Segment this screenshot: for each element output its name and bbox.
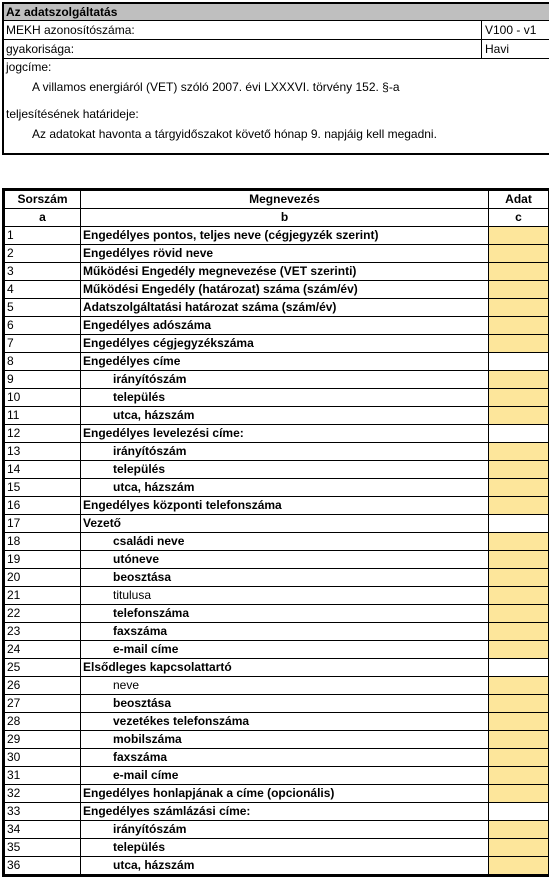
table-row — [5, 353, 549, 371]
data-input-cell[interactable] — [489, 299, 549, 317]
row-number: 20 — [5, 569, 81, 587]
table-row — [5, 731, 549, 749]
row-number: 19 — [5, 551, 81, 569]
data-input-cell[interactable] — [489, 263, 549, 281]
row-label: telefonszáma — [81, 605, 489, 623]
data-input-cell[interactable] — [489, 569, 549, 587]
letter-a: a — [5, 209, 81, 227]
data-input-cell — [489, 803, 549, 821]
table-row — [5, 641, 549, 659]
data-input-cell[interactable] — [489, 533, 549, 551]
frequency-value: Havi — [481, 40, 549, 58]
data-input-cell[interactable] — [489, 785, 549, 803]
row-label: beosztása — [81, 569, 489, 587]
data-input-cell[interactable] — [489, 497, 549, 515]
data-input-cell[interactable] — [489, 443, 549, 461]
table-row — [5, 695, 549, 713]
data-input-cell[interactable] — [489, 407, 549, 425]
table-row — [5, 245, 549, 263]
legal-text: A villamos energiáról (VET) szóló 2007. évi LXXXVI. törvény 152. §-a — [32, 80, 400, 94]
row-label: mobilszáma — [81, 731, 489, 749]
row-number: 9 — [5, 371, 81, 389]
header-megnevezes: Megnevezés — [81, 191, 489, 209]
info-box — [2, 2, 549, 155]
deadline-label: teljesítésének határideje: — [6, 107, 139, 121]
data-input-cell[interactable] — [489, 821, 549, 839]
table-row — [5, 335, 549, 353]
data-input-cell[interactable] — [489, 605, 549, 623]
table-row — [5, 749, 549, 767]
data-input-cell[interactable] — [489, 839, 549, 857]
id-label: MEKH azonosítószáma: — [6, 23, 135, 37]
letter-b: b — [81, 209, 489, 227]
row-label: utca, házszám — [81, 479, 489, 497]
legal-section — [4, 59, 549, 153]
row-number: 30 — [5, 749, 81, 767]
table-row — [5, 713, 549, 731]
row-number: 32 — [5, 785, 81, 803]
table-row — [5, 605, 549, 623]
data-input-cell[interactable] — [489, 371, 549, 389]
table-row — [5, 299, 549, 317]
data-input-cell[interactable] — [489, 335, 549, 353]
data-input-cell[interactable] — [489, 695, 549, 713]
row-number: 35 — [5, 839, 81, 857]
row-label: irányítószám — [81, 443, 489, 461]
row-number: 10 — [5, 389, 81, 407]
table-letter-row — [5, 209, 549, 227]
row-number: 18 — [5, 533, 81, 551]
table-row — [5, 461, 549, 479]
table-row — [5, 551, 549, 569]
data-input-cell[interactable] — [489, 713, 549, 731]
data-input-cell[interactable] — [489, 389, 549, 407]
table-row — [5, 281, 549, 299]
row-number: 25 — [5, 659, 81, 677]
row-number: 14 — [5, 461, 81, 479]
table-row — [5, 479, 549, 497]
row-label: faxszáma — [81, 749, 489, 767]
data-input-cell[interactable] — [489, 623, 549, 641]
row-label: Engedélyes levelezési címe: — [81, 425, 489, 443]
table-row — [5, 803, 549, 821]
table-header-row — [5, 191, 549, 209]
table-row — [5, 515, 549, 533]
id-value: V100 - v1 — [481, 21, 549, 39]
row-label: neve — [81, 677, 489, 695]
data-table — [4, 190, 549, 875]
table-row — [5, 569, 549, 587]
data-input-cell[interactable] — [489, 731, 549, 749]
row-label: Engedélyes pontos, teljes neve (cégjegyzék szerint) — [81, 227, 489, 245]
header-sorszam: Sorszám — [5, 191, 81, 209]
data-input-cell[interactable] — [489, 227, 549, 245]
table-row — [5, 389, 549, 407]
row-number: 34 — [5, 821, 81, 839]
table-row — [5, 587, 549, 605]
row-number: 2 — [5, 245, 81, 263]
row-label: utóneve — [81, 551, 489, 569]
row-label: Engedélyes adószáma — [81, 317, 489, 335]
data-input-cell[interactable] — [489, 677, 549, 695]
data-input-cell[interactable] — [489, 479, 549, 497]
table-row — [5, 677, 549, 695]
header-adat: Adat — [489, 191, 549, 209]
row-number: 6 — [5, 317, 81, 335]
table-row — [5, 767, 549, 785]
data-input-cell[interactable] — [489, 587, 549, 605]
data-input-cell[interactable] — [489, 767, 549, 785]
row-number: 1 — [5, 227, 81, 245]
row-label: település — [81, 839, 489, 857]
table-row — [5, 839, 549, 857]
row-label: Működési Engedély megnevezése (VET szerinti) — [81, 263, 489, 281]
data-input-cell[interactable] — [489, 317, 549, 335]
table-row — [5, 371, 549, 389]
table-row — [5, 821, 549, 839]
table-row — [5, 857, 549, 875]
row-number: 21 — [5, 587, 81, 605]
row-number: 11 — [5, 407, 81, 425]
data-table-wrapper — [2, 188, 549, 877]
frequency-row — [4, 40, 549, 59]
row-label: település — [81, 389, 489, 407]
table-row — [5, 443, 549, 461]
row-number: 36 — [5, 857, 81, 875]
row-number: 17 — [5, 515, 81, 533]
table-row — [5, 227, 549, 245]
row-number: 15 — [5, 479, 81, 497]
row-label: Vezető — [81, 515, 489, 533]
row-number: 5 — [5, 299, 81, 317]
data-input-cell — [489, 659, 549, 677]
row-number: 27 — [5, 695, 81, 713]
table-row — [5, 497, 549, 515]
table-row — [5, 659, 549, 677]
table-row — [5, 425, 549, 443]
legal-label: jogcíme: — [6, 60, 52, 74]
row-number: 24 — [5, 641, 81, 659]
data-input-cell[interactable] — [489, 749, 549, 767]
row-number: 4 — [5, 281, 81, 299]
row-label: Engedélyes számlázási címe: — [81, 803, 489, 821]
data-input-cell[interactable] — [489, 281, 549, 299]
row-number: 23 — [5, 623, 81, 641]
row-number: 28 — [5, 713, 81, 731]
row-number: 3 — [5, 263, 81, 281]
row-label: utca, házszám — [81, 857, 489, 875]
data-input-cell[interactable] — [489, 641, 549, 659]
row-label: utca, házszám — [81, 407, 489, 425]
deadline-text: Az adatokat havonta a tárgyidőszakot követő hónap 9. napjáig kell megadni. — [32, 127, 437, 141]
letter-c: c — [489, 209, 549, 227]
table-row — [5, 623, 549, 641]
row-number: 8 — [5, 353, 81, 371]
data-input-cell — [489, 353, 549, 371]
row-label: Működési Engedély (határozat) száma (szám/év) — [81, 281, 489, 299]
row-label: családi neve — [81, 533, 489, 551]
row-number: 29 — [5, 731, 81, 749]
row-label: titulusa — [81, 587, 489, 605]
row-number: 26 — [5, 677, 81, 695]
row-label: település — [81, 461, 489, 479]
data-input-cell — [489, 515, 549, 533]
frequency-label: gyakorisága: — [6, 42, 75, 56]
data-input-cell[interactable] — [489, 461, 549, 479]
table-row — [5, 407, 549, 425]
table-row — [5, 263, 549, 281]
row-label: Engedélyes címe — [81, 353, 489, 371]
row-label: Engedélyes honlapjának a címe (opcionális) — [81, 785, 489, 803]
data-input-cell[interactable] — [489, 551, 549, 569]
row-number: 13 — [5, 443, 81, 461]
table-row — [5, 533, 549, 551]
row-label: Engedélyes központi telefonszáma — [81, 497, 489, 515]
row-label: vezetékes telefonszáma — [81, 713, 489, 731]
row-number: 7 — [5, 335, 81, 353]
row-label: Engedélyes rövid neve — [81, 245, 489, 263]
row-label: beosztása — [81, 695, 489, 713]
row-number: 12 — [5, 425, 81, 443]
row-label: Adatszolgáltatási határozat száma (szám/év) — [81, 299, 489, 317]
form-title: Az adatszolgáltatás — [4, 4, 549, 21]
table-row — [5, 317, 549, 335]
row-label: irányítószám — [81, 821, 489, 839]
row-label: faxszáma — [81, 623, 489, 641]
row-label: e-mail címe — [81, 641, 489, 659]
row-label: Elsődleges kapcsolattartó — [81, 659, 489, 677]
row-label: e-mail címe — [81, 767, 489, 785]
data-input-cell[interactable] — [489, 245, 549, 263]
row-number: 22 — [5, 605, 81, 623]
row-label: irányítószám — [81, 371, 489, 389]
row-number: 16 — [5, 497, 81, 515]
data-input-cell[interactable] — [489, 857, 549, 875]
data-input-cell — [489, 425, 549, 443]
row-label: Engedélyes cégjegyzékszáma — [81, 335, 489, 353]
table-row — [5, 785, 549, 803]
id-row — [4, 21, 549, 40]
row-number: 33 — [5, 803, 81, 821]
row-number: 31 — [5, 767, 81, 785]
